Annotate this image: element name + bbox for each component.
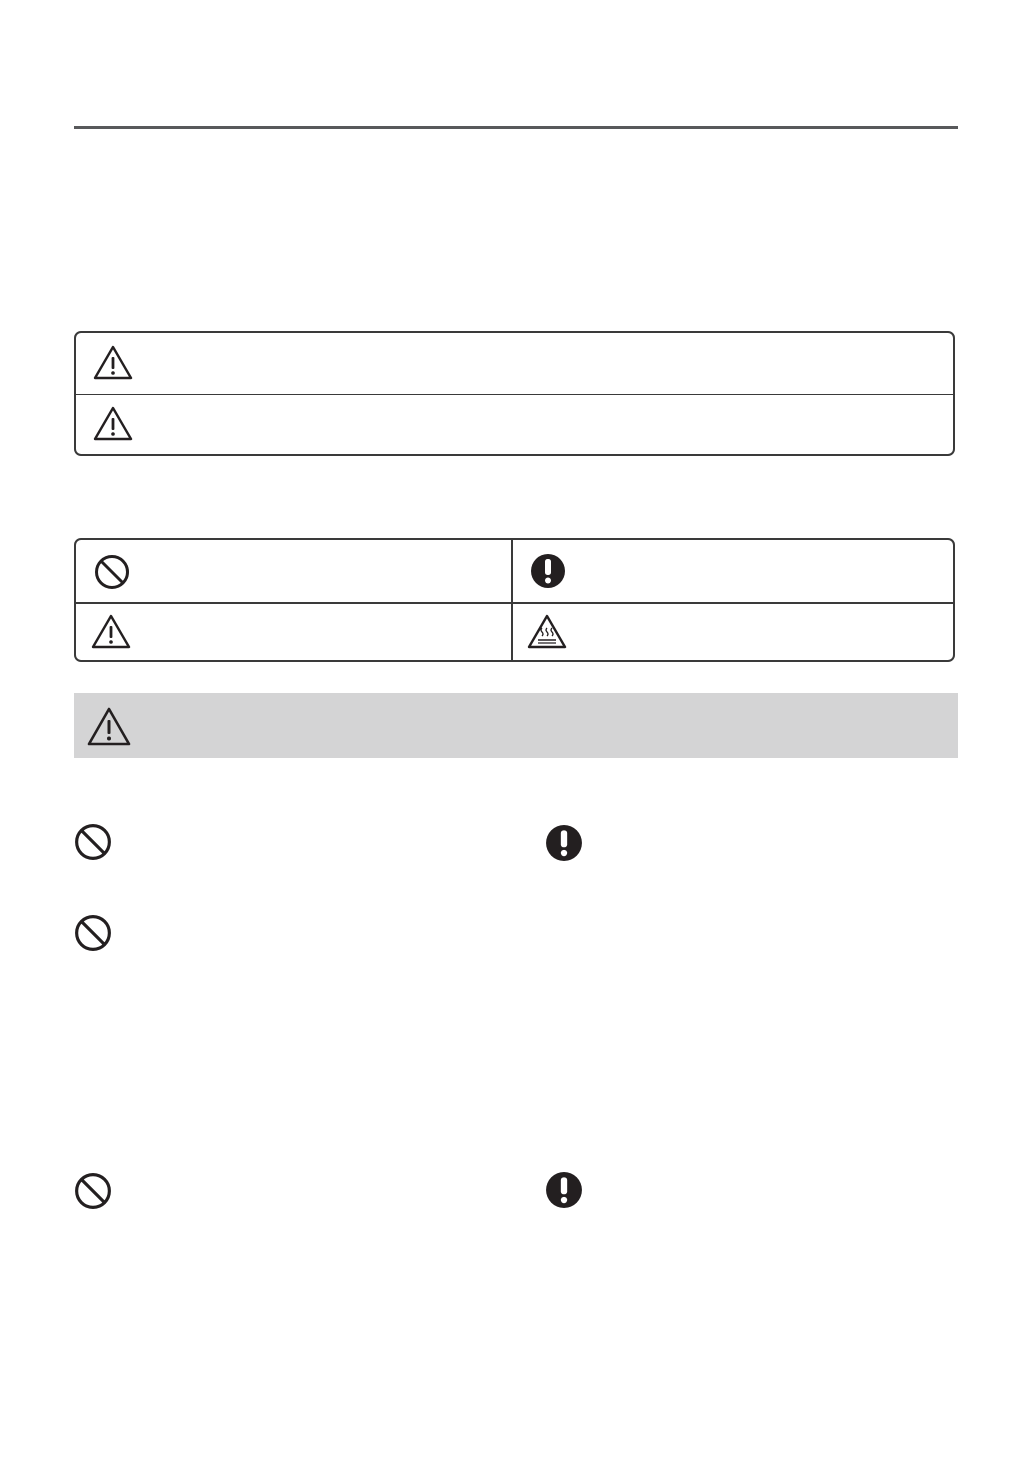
legend-row-divider [76, 602, 953, 604]
mandatory-action-icon [545, 1171, 583, 1209]
legend-column-divider [511, 540, 513, 660]
header-rule [74, 126, 958, 129]
warning-section-banner [74, 693, 958, 758]
prohibition-icon [94, 554, 130, 590]
warning-triangle-icon [91, 614, 131, 650]
warning-triangle-icon [93, 345, 133, 381]
warning-triangle-icon [87, 707, 131, 747]
mandatory-action-icon [545, 824, 583, 862]
hazard-row-caution [76, 395, 953, 456]
hazard-row-warning [76, 333, 953, 395]
prohibition-icon [74, 823, 112, 861]
hot-surface-icon [527, 614, 567, 650]
prohibition-icon [74, 1172, 112, 1210]
prohibition-icon [74, 914, 112, 952]
symbol-legend-box [74, 538, 955, 662]
warning-triangle-icon [93, 406, 133, 442]
mandatory-action-icon [530, 553, 566, 589]
hazard-level-box [74, 331, 955, 456]
